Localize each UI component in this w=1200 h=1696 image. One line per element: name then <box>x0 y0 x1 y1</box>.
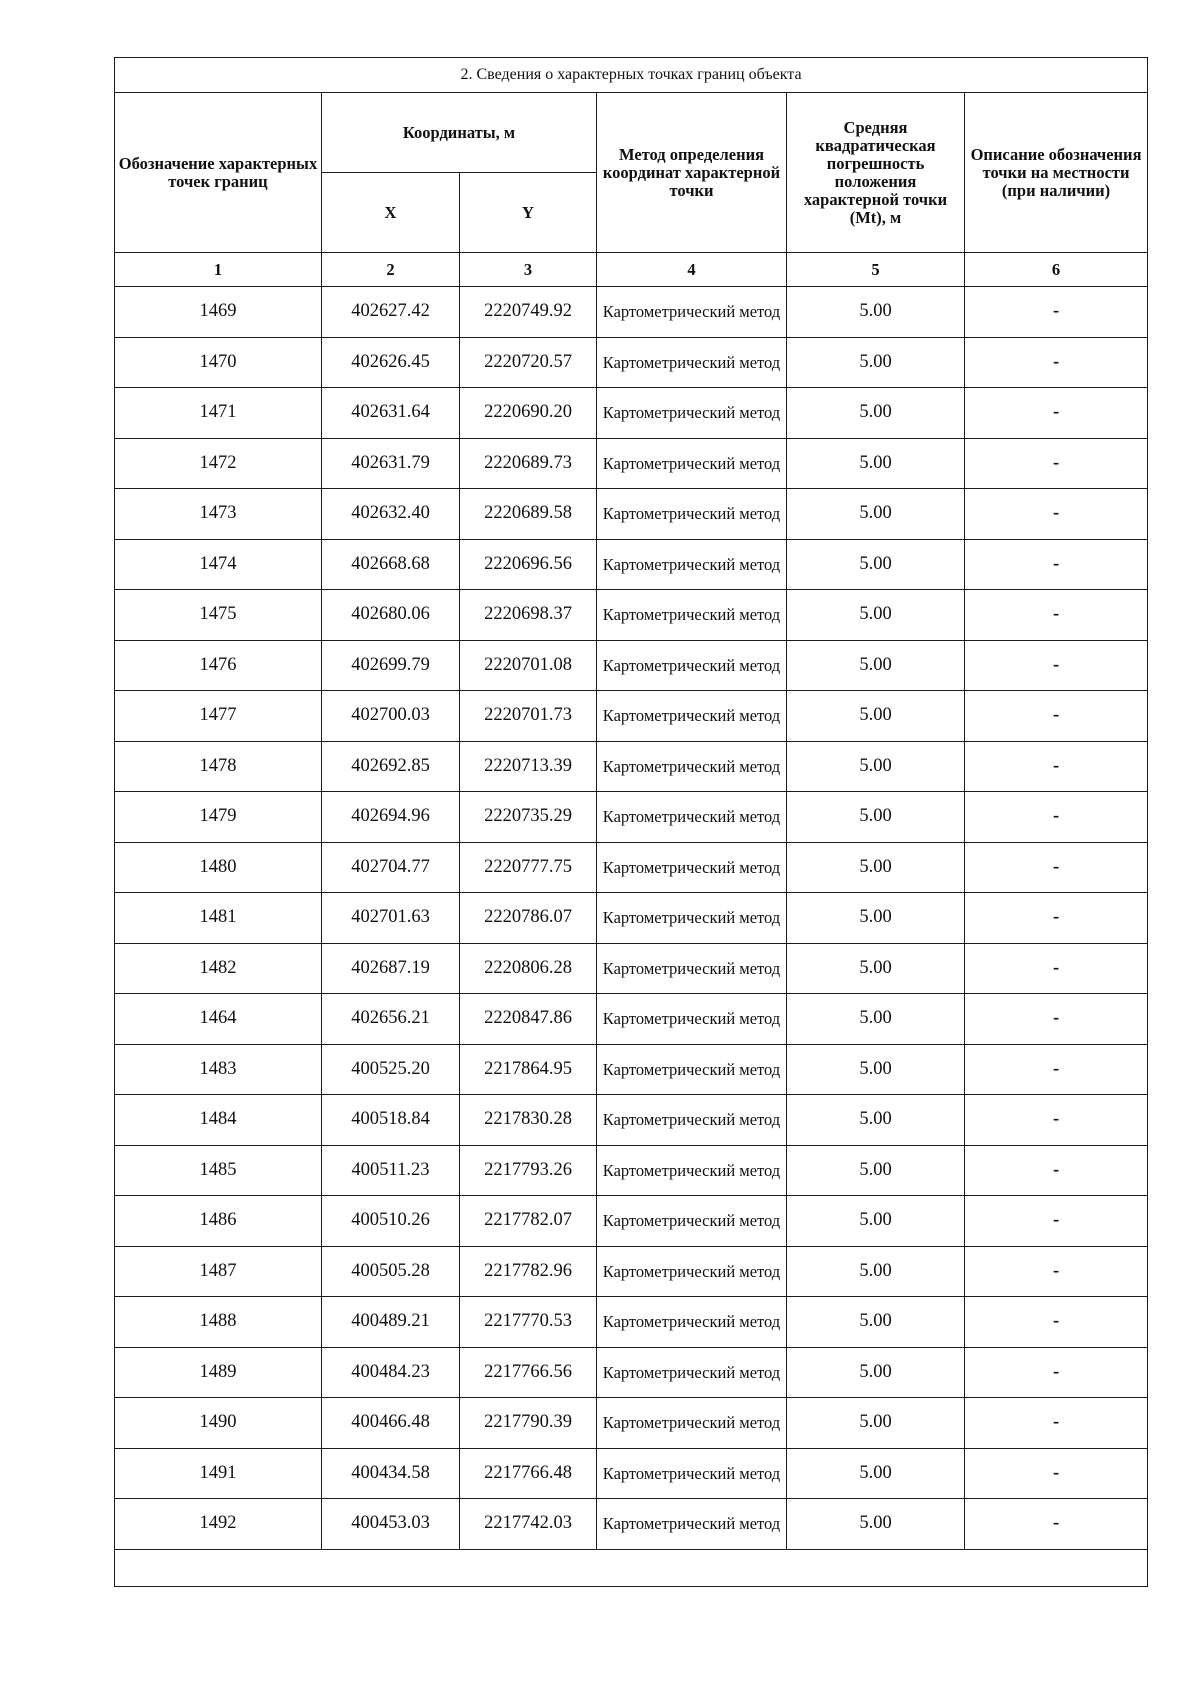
column-number: 5 <box>787 253 965 287</box>
header-coordinates: Координаты, м <box>322 93 597 173</box>
column-number: 6 <box>965 253 1148 287</box>
table-row <box>115 1044 1148 1095</box>
point-id-cell: 1489 <box>115 1347 322 1398</box>
description-cell: - <box>965 691 1148 742</box>
table-row <box>115 994 1148 1045</box>
x-coordinate-cell: 402656.21 <box>322 994 460 1045</box>
y-coordinate-cell: 2220701.08 <box>460 640 597 691</box>
point-id-cell: 1490 <box>115 1398 322 1449</box>
description-cell: - <box>965 893 1148 944</box>
x-coordinate-cell: 402668.68 <box>322 539 460 590</box>
description-cell: - <box>965 1044 1148 1095</box>
table-row <box>115 438 1148 489</box>
method-cell: Картометрический метод <box>597 1499 787 1550</box>
y-coordinate-cell: 2220720.57 <box>460 337 597 388</box>
error-cell: 5.00 <box>787 539 965 590</box>
y-coordinate-cell: 2220696.56 <box>460 539 597 590</box>
point-id-cell: 1481 <box>115 893 322 944</box>
point-id-cell: 1488 <box>115 1297 322 1348</box>
boundary-points-table <box>114 57 1148 1587</box>
x-coordinate-cell: 402631.64 <box>322 388 460 439</box>
description-cell: - <box>965 1297 1148 1348</box>
y-coordinate-cell: 2220698.37 <box>460 590 597 641</box>
x-coordinate-cell: 400484.23 <box>322 1347 460 1398</box>
table-row <box>115 1196 1148 1247</box>
description-cell: - <box>965 438 1148 489</box>
table-row <box>115 1398 1148 1449</box>
table-row <box>115 337 1148 388</box>
description-cell: - <box>965 590 1148 641</box>
table-row <box>115 1095 1148 1146</box>
y-coordinate-cell: 2220689.58 <box>460 489 597 540</box>
description-cell: - <box>965 1398 1148 1449</box>
method-cell: Картометрический метод <box>597 1196 787 1247</box>
point-id-cell: 1464 <box>115 994 322 1045</box>
method-cell: Картометрический метод <box>597 741 787 792</box>
column-number: 4 <box>597 253 787 287</box>
description-cell: - <box>965 539 1148 590</box>
section-title: 2. Сведения о характерных точках границ объекта <box>115 58 1148 93</box>
x-coordinate-cell: 402700.03 <box>322 691 460 742</box>
x-coordinate-cell: 400518.84 <box>322 1095 460 1146</box>
column-number: 3 <box>460 253 597 287</box>
error-cell: 5.00 <box>787 1044 965 1095</box>
method-cell: Картометрический метод <box>597 1044 787 1095</box>
table-row <box>115 1499 1148 1550</box>
x-coordinate-cell: 400510.26 <box>322 1196 460 1247</box>
point-id-cell: 1483 <box>115 1044 322 1095</box>
error-cell: 5.00 <box>787 1347 965 1398</box>
point-id-cell: 1485 <box>115 1145 322 1196</box>
y-coordinate-cell: 2217766.48 <box>460 1448 597 1499</box>
method-cell: Картометрический метод <box>597 1398 787 1449</box>
x-coordinate-cell: 400505.28 <box>322 1246 460 1297</box>
method-cell: Картометрический метод <box>597 1095 787 1146</box>
y-coordinate-cell: 2217782.96 <box>460 1246 597 1297</box>
method-cell: Картометрический метод <box>597 388 787 439</box>
table-row <box>115 691 1148 742</box>
x-coordinate-cell: 400489.21 <box>322 1297 460 1348</box>
description-cell: - <box>965 1347 1148 1398</box>
error-cell: 5.00 <box>787 1448 965 1499</box>
table-row <box>115 640 1148 691</box>
header-point-designation: Обозначение характерных точек границ <box>115 93 322 253</box>
y-coordinate-cell: 2217766.56 <box>460 1347 597 1398</box>
method-cell: Картометрический метод <box>597 792 787 843</box>
table-row <box>115 1246 1148 1297</box>
table-body <box>115 287 1148 1550</box>
point-id-cell: 1475 <box>115 590 322 641</box>
x-coordinate-cell: 400525.20 <box>322 1044 460 1095</box>
x-coordinate-cell: 400466.48 <box>322 1398 460 1449</box>
error-cell: 5.00 <box>787 1196 965 1247</box>
error-cell: 5.00 <box>787 438 965 489</box>
y-coordinate-cell: 2217790.39 <box>460 1398 597 1449</box>
error-cell: 5.00 <box>787 842 965 893</box>
point-id-cell: 1484 <box>115 1095 322 1146</box>
error-cell: 5.00 <box>787 691 965 742</box>
method-cell: Картометрический метод <box>597 994 787 1045</box>
method-cell: Картометрический метод <box>597 489 787 540</box>
x-coordinate-cell: 402631.79 <box>322 438 460 489</box>
description-cell: - <box>965 792 1148 843</box>
y-coordinate-cell: 2217793.26 <box>460 1145 597 1196</box>
method-cell: Картометрический метод <box>597 1246 787 1297</box>
method-cell: Картометрический метод <box>597 943 787 994</box>
method-cell: Картометрический метод <box>597 438 787 489</box>
x-coordinate-cell: 402632.40 <box>322 489 460 540</box>
x-coordinate-cell: 402680.06 <box>322 590 460 641</box>
y-coordinate-cell: 2217742.03 <box>460 1499 597 1550</box>
error-cell: 5.00 <box>787 388 965 439</box>
description-cell: - <box>965 1246 1148 1297</box>
method-cell: Картометрический метод <box>597 691 787 742</box>
table-row <box>115 1297 1148 1348</box>
x-coordinate-cell: 400434.58 <box>322 1448 460 1499</box>
table-row <box>115 539 1148 590</box>
description-cell: - <box>965 1448 1148 1499</box>
method-cell: Картометрический метод <box>597 640 787 691</box>
header-description: Описание обозначения точки на местности (при наличии) <box>965 93 1148 253</box>
point-id-cell: 1472 <box>115 438 322 489</box>
method-cell: Картометрический метод <box>597 842 787 893</box>
table-end-row <box>115 1549 1148 1586</box>
x-coordinate-cell: 402627.42 <box>322 287 460 338</box>
y-coordinate-cell: 2217864.95 <box>460 1044 597 1095</box>
y-coordinate-cell: 2220806.28 <box>460 943 597 994</box>
x-coordinate-cell: 400453.03 <box>322 1499 460 1550</box>
x-coordinate-cell: 402694.96 <box>322 792 460 843</box>
method-cell: Картометрический метод <box>597 1297 787 1348</box>
error-cell: 5.00 <box>787 741 965 792</box>
y-coordinate-cell: 2220847.86 <box>460 994 597 1045</box>
y-coordinate-cell: 2217782.07 <box>460 1196 597 1247</box>
error-cell: 5.00 <box>787 893 965 944</box>
error-cell: 5.00 <box>787 640 965 691</box>
y-coordinate-cell: 2220735.29 <box>460 792 597 843</box>
y-coordinate-cell: 2217770.53 <box>460 1297 597 1348</box>
table-row <box>115 842 1148 893</box>
point-id-cell: 1491 <box>115 1448 322 1499</box>
description-cell: - <box>965 943 1148 994</box>
x-coordinate-cell: 402701.63 <box>322 893 460 944</box>
x-coordinate-cell: 402687.19 <box>322 943 460 994</box>
method-cell: Картометрический метод <box>597 539 787 590</box>
table-row <box>115 1347 1148 1398</box>
column-number: 2 <box>322 253 460 287</box>
empty-cell <box>115 1549 1148 1586</box>
header-method: Метод определения координат характерной точки <box>597 93 787 253</box>
description-cell: - <box>965 337 1148 388</box>
y-coordinate-cell: 2220777.75 <box>460 842 597 893</box>
table-row <box>115 489 1148 540</box>
description-cell: - <box>965 388 1148 439</box>
table-row <box>115 792 1148 843</box>
error-cell: 5.00 <box>787 590 965 641</box>
x-coordinate-cell: 402704.77 <box>322 842 460 893</box>
point-id-cell: 1492 <box>115 1499 322 1550</box>
column-number: 1 <box>115 253 322 287</box>
point-id-cell: 1470 <box>115 337 322 388</box>
description-cell: - <box>965 287 1148 338</box>
description-cell: - <box>965 640 1148 691</box>
error-cell: 5.00 <box>787 1246 965 1297</box>
error-cell: 5.00 <box>787 337 965 388</box>
point-id-cell: 1474 <box>115 539 322 590</box>
error-cell: 5.00 <box>787 1398 965 1449</box>
y-coordinate-cell: 2220701.73 <box>460 691 597 742</box>
method-cell: Картометрический метод <box>597 1145 787 1196</box>
point-id-cell: 1477 <box>115 691 322 742</box>
error-cell: 5.00 <box>787 287 965 338</box>
description-cell: - <box>965 1196 1148 1247</box>
error-cell: 5.00 <box>787 1095 965 1146</box>
y-coordinate-cell: 2220690.20 <box>460 388 597 439</box>
method-cell: Картометрический метод <box>597 1347 787 1398</box>
x-coordinate-cell: 402699.79 <box>322 640 460 691</box>
y-coordinate-cell: 2220786.07 <box>460 893 597 944</box>
error-cell: 5.00 <box>787 792 965 843</box>
point-id-cell: 1469 <box>115 287 322 338</box>
point-id-cell: 1476 <box>115 640 322 691</box>
table-row <box>115 1448 1148 1499</box>
table-row <box>115 741 1148 792</box>
method-cell: Картометрический метод <box>597 1448 787 1499</box>
error-cell: 5.00 <box>787 1297 965 1348</box>
point-id-cell: 1471 <box>115 388 322 439</box>
error-cell: 5.00 <box>787 943 965 994</box>
description-cell: - <box>965 489 1148 540</box>
error-cell: 5.00 <box>787 489 965 540</box>
method-cell: Картометрический метод <box>597 893 787 944</box>
point-id-cell: 1473 <box>115 489 322 540</box>
header-x: X <box>322 173 460 253</box>
header-y: Y <box>460 173 597 253</box>
error-cell: 5.00 <box>787 1145 965 1196</box>
y-coordinate-cell: 2217830.28 <box>460 1095 597 1146</box>
table-row <box>115 943 1148 994</box>
table-row <box>115 590 1148 641</box>
point-id-cell: 1479 <box>115 792 322 843</box>
error-cell: 5.00 <box>787 1499 965 1550</box>
point-id-cell: 1478 <box>115 741 322 792</box>
description-cell: - <box>965 1095 1148 1146</box>
point-id-cell: 1487 <box>115 1246 322 1297</box>
description-cell: - <box>965 842 1148 893</box>
description-cell: - <box>965 994 1148 1045</box>
y-coordinate-cell: 2220713.39 <box>460 741 597 792</box>
table-row <box>115 893 1148 944</box>
description-cell: - <box>965 1145 1148 1196</box>
point-id-cell: 1486 <box>115 1196 322 1247</box>
header-mean-square-error: Средняя квадратическая погрешность положения характерной точки (Mt), м <box>787 93 965 253</box>
x-coordinate-cell: 400511.23 <box>322 1145 460 1196</box>
y-coordinate-cell: 2220749.92 <box>460 287 597 338</box>
error-cell: 5.00 <box>787 994 965 1045</box>
point-id-cell: 1480 <box>115 842 322 893</box>
table-row <box>115 287 1148 338</box>
y-coordinate-cell: 2220689.73 <box>460 438 597 489</box>
point-id-cell: 1482 <box>115 943 322 994</box>
table-row <box>115 1145 1148 1196</box>
description-cell: - <box>965 1499 1148 1550</box>
method-cell: Картометрический метод <box>597 287 787 338</box>
table-row <box>115 388 1148 439</box>
method-cell: Картометрический метод <box>597 590 787 641</box>
x-coordinate-cell: 402692.85 <box>322 741 460 792</box>
x-coordinate-cell: 402626.45 <box>322 337 460 388</box>
method-cell: Картометрический метод <box>597 337 787 388</box>
description-cell: - <box>965 741 1148 792</box>
